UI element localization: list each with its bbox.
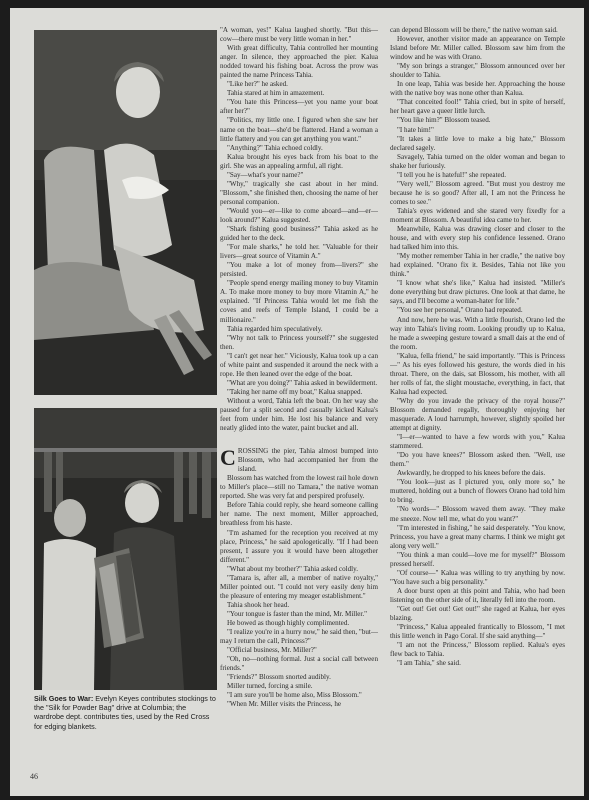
article-paragraph xyxy=(220,26,378,44)
article-paragraph xyxy=(220,279,378,324)
paragraph-text: Meanwhile, Kalua was drawing closer and closer to the house, and with every step his confidence lessened. Orano had talked him into this. xyxy=(390,225,565,252)
article-paragraph xyxy=(390,605,565,623)
article-paragraph xyxy=(220,682,378,691)
article-paragraph xyxy=(220,352,378,379)
article-paragraph xyxy=(390,469,565,478)
paragraph-text: "I can't get near her." Viciously, Kalua took up a can of white paint and suspended it around the neck with a rope. He then leaned over the edge of the boat. xyxy=(220,351,378,378)
article-paragraph xyxy=(220,619,378,628)
paragraph-text: Tahia's eyes widened and she stared very fixedly for a moment at Blossom. A beautiful idea came to her. xyxy=(390,206,565,224)
paragraph-text: "I am Tahia," she said. xyxy=(397,659,461,668)
paragraph-text: "What are you doing?" Tahia asked in bewilderment. xyxy=(227,378,378,387)
paragraph-text: "You hate this Princess—yet you name your boat after her?" xyxy=(220,98,378,116)
article-paragraph xyxy=(220,98,378,116)
paragraph-text: "Would you—er—like to come aboard—and—er—look around?" Kalua suggested. xyxy=(220,206,378,224)
article-paragraph xyxy=(390,26,565,35)
article-paragraph xyxy=(220,529,378,565)
paragraph-text: "Anything?" Tahia echoed coldly. xyxy=(227,143,323,152)
paragraph-text: "I hate him!" xyxy=(397,125,434,134)
article-paragraph xyxy=(220,180,378,207)
article-paragraph xyxy=(390,171,565,180)
paragraph-text: Awkwardly, he dropped to his knees before the dais. xyxy=(397,469,546,478)
article-paragraph xyxy=(390,505,565,523)
photo-wardrobe-ties-image xyxy=(34,408,217,690)
article-paragraph xyxy=(220,243,378,261)
page-number: 46 xyxy=(30,772,38,781)
paragraph-text: "Of course—" Kalua was willing to try anything by now. "You have such a big personality." xyxy=(390,568,565,586)
article-paragraph xyxy=(220,501,378,528)
article-paragraph xyxy=(220,700,378,709)
article-paragraph xyxy=(220,116,378,143)
article-paragraph xyxy=(220,565,378,574)
article-paragraph xyxy=(390,180,565,207)
article-paragraph xyxy=(390,478,565,505)
article-paragraph xyxy=(390,135,565,153)
paragraph-text: Tahia regarded him speculatively. xyxy=(227,324,323,333)
article-paragraph xyxy=(220,691,378,700)
article-paragraph xyxy=(220,388,378,397)
paragraph-text: can depend Blossom will be there," the native woman said. xyxy=(390,26,558,34)
paragraph-text: "You think a man could—love me for myself?" Blossom pressed herself. xyxy=(390,550,565,568)
article-paragraph xyxy=(220,80,378,89)
paragraph-text: "I am sure you'll be home also, Miss Blossom." xyxy=(227,691,362,700)
paragraph-text: A door burst open at this point and Tahia, who had been listening on the other side of it, literally fell into the room. xyxy=(390,586,565,604)
article-paragraph xyxy=(390,62,565,80)
paragraph-text: "Friends?" Blossom snorted audibly. xyxy=(227,673,331,682)
caption-lead: Silk Goes to War: xyxy=(34,694,94,703)
article-paragraph xyxy=(390,35,565,62)
photo-wardrobe-ties xyxy=(34,408,217,690)
paragraph-text: "You like him?" Blossom teased. xyxy=(397,116,491,125)
paragraph-text: Before Tahia could reply, she heard someone calling her name. The next moment, Miller approached, breathless from his haste. xyxy=(220,501,378,528)
article-paragraph xyxy=(390,551,565,569)
paragraph-text: "You make a lot of money from—livers?" she persisted. xyxy=(220,261,378,279)
photo-caption xyxy=(34,694,217,731)
paragraph-text: With great difficulty, Tahia controlled her mounting anger. In silence, they approached the pier. Kalua nodded toward his fishing boat. Across the prow was painted the name Princess Tahia. xyxy=(220,44,378,80)
paragraph-text: "For male sharks," he told her. "Valuable for their livers—great source of Vitamin A." xyxy=(220,243,378,261)
paragraph-text: "No words—" Blossom waved them away. "They make me sneeze. Now tell me, what do you want?" xyxy=(390,505,565,523)
paragraph-text: "What about my brother?" Tahia asked coldly. xyxy=(227,564,358,573)
article-paragraph xyxy=(390,641,565,659)
article-paragraph xyxy=(390,623,565,641)
paragraph-text: "You look—just as I pictured you, only more so," he muttered, holding out a bunch of flowers Orano had told him to bring. xyxy=(390,478,565,505)
paragraph-text: "Shark fishing good business?" Tahia asked as he guided her to the deck. xyxy=(220,225,378,243)
section-break xyxy=(220,433,378,447)
article-paragraph xyxy=(390,587,565,605)
paragraph-text: "I am not the Princess," Blossom replied. Kalua's eyes flew back to Tahia. xyxy=(390,641,565,659)
paragraph-text: "My mother remember Tahia in her cradle," the native boy had explained. "Orano fix it. Besides, Tahia not like you think." xyxy=(390,252,565,279)
photo-woman-on-chair-image xyxy=(34,30,217,395)
caption-text: Evelyn Keyes contributes stockings to the "Silk for Powder Bag" drive at Columbia; the wardrobe dept. contributes ties, used by the Red Cross for edging blankets. xyxy=(34,694,216,731)
article-paragraph xyxy=(390,569,565,587)
article-paragraph xyxy=(220,225,378,243)
paragraph-text: "Why not talk to Princess yourself?" she suggested then. xyxy=(220,333,378,351)
paragraph-text: "Princess," Kalua appealed frantically to Blossom, "I met this little wench in Pago Coral. If she said anything—" xyxy=(390,623,565,641)
paragraph-text: "Your tongue is faster than the mind, Mr. Miller." xyxy=(227,609,368,618)
article-paragraph xyxy=(220,397,378,433)
paragraph-text: "Tamara is, after all, a member of native royalty," Miller pointed out. "I could not very easily deny him the pleasure of entering my meager establishment." xyxy=(220,573,378,600)
paragraph-text: "Politics, my little one. I figured when she saw her name on the boat—she'd be flattered. Hand a woman a little flattery and you can get anything you want." xyxy=(220,116,378,143)
paragraph-text: Tahia stared at him in amazement. xyxy=(227,89,325,98)
paragraph-text: ROSSING the pier, Tahia almost bumped into Blossom, who had accompanied her from the island. xyxy=(237,447,378,474)
paragraph-text: "Taking her name off my boat," Kalua snapped. xyxy=(227,387,363,396)
paragraph-text: Kalua brought his eyes back from his boat to the girl. She was an appealing armful, all right. xyxy=(220,152,378,170)
article-paragraph xyxy=(390,225,565,252)
text-column-1 xyxy=(220,26,378,796)
paragraph-text: Miller turned, forcing a smile. xyxy=(227,682,313,691)
paragraph-text: "I realize you're in a hurry now," he said then, "but—may I return the call, Princess?" xyxy=(220,628,378,646)
article-paragraph xyxy=(390,397,565,433)
paragraph-text: "Oh, no—nothing formal. Just a social call between friends." xyxy=(220,655,378,673)
drop-cap: C xyxy=(220,445,236,471)
paragraph-text: Tahia shook her head. xyxy=(227,600,290,609)
article-paragraph xyxy=(220,334,378,352)
article-paragraph xyxy=(390,306,565,315)
paragraph-text: "I'm interested in fishing," he said desperately. "You know, Princess, you have a great many charms. I think we might get along very well." xyxy=(390,523,565,550)
paragraph-text: In one leap, Tahia was beside her. Approaching the house with the native boy was none other than Kalua. xyxy=(390,80,565,98)
article-paragraph xyxy=(390,279,565,306)
article-paragraph xyxy=(220,144,378,153)
paragraph-text: "Why do you invade the privacy of the royal house?" Blossom demanded regally, thoroughly enjoying her masquerade. A loud harrumph, however, slightly spoiled her attempt at dignity. xyxy=(390,396,565,433)
article-paragraph xyxy=(390,451,565,469)
article-paragraph xyxy=(390,433,565,451)
article-paragraph xyxy=(390,126,565,135)
paragraph-text: "Get out! Get out! Get out!" she raged at Kalua, her eyes blazing. xyxy=(390,605,565,623)
paragraph-text: "Kalua, fella friend," he said importantly. "This is Princess—" As his eyes followed his gesture, the words died in his throat. There, on the dais, sat Blossom, his mother, with all her rolls of fat, the slight moustache, everything, in fact, that Kalua had expected. xyxy=(390,351,565,396)
article-paragraph xyxy=(220,379,378,388)
paragraph-text: "You see her personal," Orano had repeated. xyxy=(397,306,523,315)
paragraph-text: Savagely, Tahia turned on the older woman and began to shake her furiously. xyxy=(390,152,565,170)
article-paragraph xyxy=(390,207,565,225)
paragraph-text: Without a word, Tahia left the boat. On her way she paused for a split second and casually kicked Kalua's feet from under him. He lost his balance and very neatly glided into the water, paint bucket and all. xyxy=(220,396,378,433)
paragraph-text: "Why," tragically she cast about in her mind. "Blossom," she finished then, choosing the name of her personal companion. xyxy=(220,179,378,206)
paragraph-text: "People spend energy mailing money to buy Vitamin A. To make more money to buy more Vitamin A," he explained. "If Princess Tahia would let me fish the coves and reefs of Temple Island, I could be a millionaire." xyxy=(220,279,378,324)
article-paragraph xyxy=(220,325,378,334)
article-paragraph xyxy=(220,601,378,610)
article-paragraph xyxy=(220,655,378,673)
paragraph-text: And now, here he was. With a little flourish, Orano led the way into Tahia's living room. Looking proudly up to Kalua, he made a sweeping gesture toward a small dais at the end of the room. xyxy=(390,315,565,351)
article-paragraph xyxy=(390,252,565,279)
article-paragraph xyxy=(220,261,378,279)
paragraph-text: He bowed as though highly complimented. xyxy=(227,619,350,627)
magazine-page xyxy=(10,8,584,796)
article-paragraph xyxy=(390,352,565,397)
article-paragraph xyxy=(220,89,378,98)
article-paragraph xyxy=(220,153,378,171)
article-paragraph xyxy=(220,628,378,646)
photo-woman-on-chair xyxy=(34,30,217,395)
article-paragraph xyxy=(390,116,565,125)
article-paragraph xyxy=(390,659,565,668)
article-paragraph xyxy=(220,44,378,80)
paragraph-text: "Very well," Blossom agreed. "But must you destroy me because he is so good? After all, I am not the Princess he comes to see." xyxy=(390,179,565,206)
article-paragraph xyxy=(220,474,378,501)
paragraph-text: "I know what she's like," Kalua had insisted. "Miller's done everything but draw pictures. One look at that dame, he says, and I'll become a woman-hater for life." xyxy=(390,279,565,306)
article-paragraph xyxy=(220,610,378,619)
paragraph-text: "It takes a little love to make a big hate," Blossom declared sagely. xyxy=(390,134,565,152)
paragraph-text: However, another visitor made an appearance on Temple Island before Mr. Miller called. Blossom saw him from the window and he was with Orano. xyxy=(390,35,565,62)
paragraph-text: Blossom has watched from the lowest rail hole down to Miller's place—still no Tamara," the native woman reported. She was very fat and perspired profusely. xyxy=(220,474,378,501)
article-paragraph xyxy=(390,80,565,98)
paragraph-text: "That conceited fool!" Tahia cried, but in spite of herself, her heart gave a queer little lurch. xyxy=(390,98,565,116)
article-paragraph xyxy=(220,207,378,225)
paragraph-text: "A woman, yes!" Kalua laughed shortly. "But this—cow—there must be very little woman in her." xyxy=(220,26,378,44)
paragraph-text: "Official business, Mr. Miller?" xyxy=(227,646,317,655)
article-paragraph xyxy=(220,447,378,474)
text-column-2 xyxy=(390,26,565,796)
article-paragraph xyxy=(390,524,565,551)
paragraph-text: "Say—what's your name?" xyxy=(227,170,304,179)
article-paragraph xyxy=(390,98,565,116)
article-paragraph xyxy=(390,153,565,171)
paragraph-text: "Like her?" he asked. xyxy=(227,80,288,89)
paragraph-text: "I'm ashamed for the reception you received at my place, Princess," he said apologetically. "If I had been present, I assure you it would have been altogether different." xyxy=(220,528,378,564)
paragraph-text: "Do you have knees?" Blossom asked then. "Well, use them." xyxy=(390,451,565,469)
article-paragraph xyxy=(220,646,378,655)
article-paragraph xyxy=(220,171,378,180)
paragraph-text: "I—er—wanted to have a few words with you," Kalua stammered. xyxy=(390,433,565,451)
article-paragraph xyxy=(390,316,565,352)
article-paragraph xyxy=(220,574,378,601)
paragraph-text: "I tell you he is hateful!" she repeated. xyxy=(397,170,507,179)
paragraph-text: "When Mr. Miller visits the Princess, he xyxy=(227,700,342,709)
article-paragraph xyxy=(220,673,378,682)
paragraph-text: "My son brings a stranger," Blossom announced over her shoulder to Tahia. xyxy=(390,62,565,80)
